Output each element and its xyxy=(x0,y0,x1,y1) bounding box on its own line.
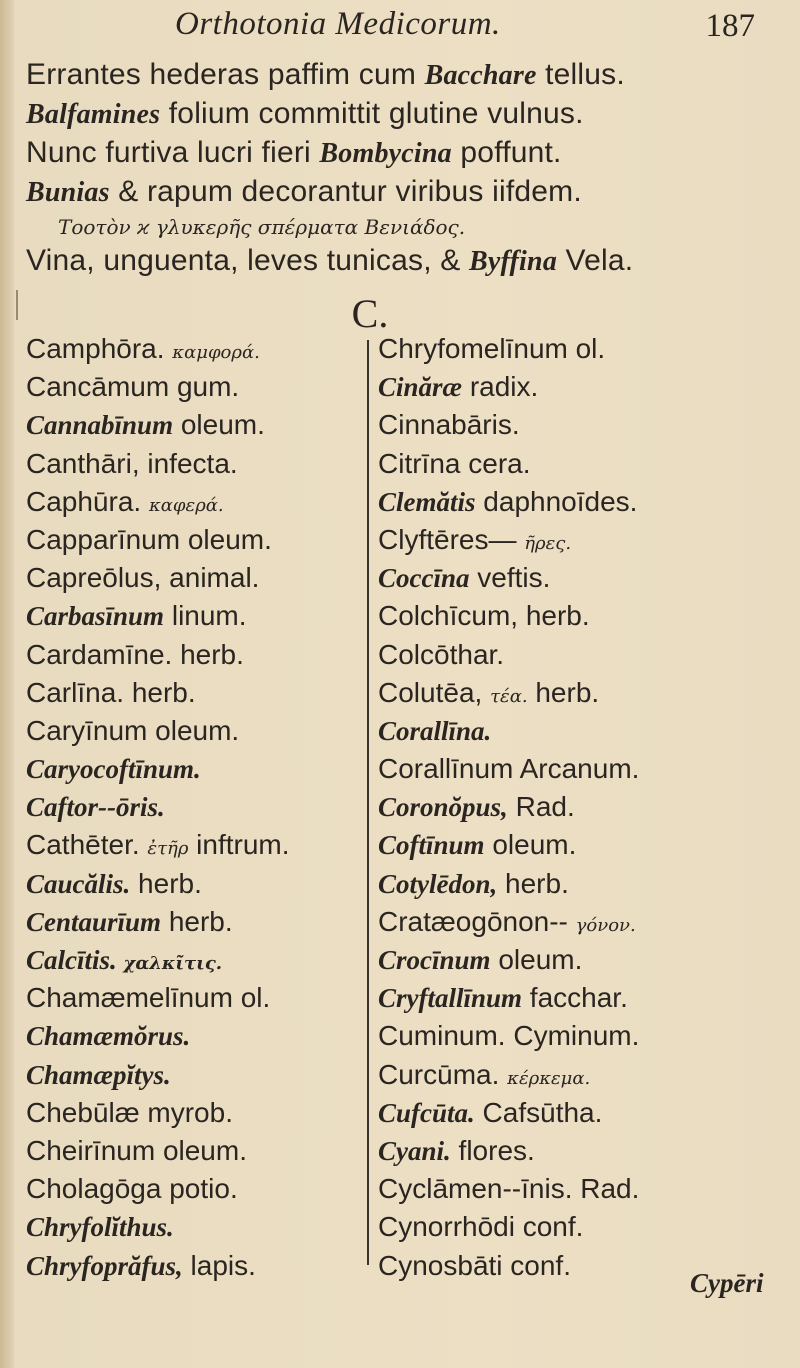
entry-headword: Clyftēres— xyxy=(378,523,517,555)
entry-headword: Citrīna cera. xyxy=(378,447,531,479)
index-entry xyxy=(26,826,356,864)
index-entry xyxy=(26,1094,356,1132)
entry-gloss: Cafsūtha. xyxy=(474,1096,603,1128)
running-title: Orthotonia Medicorum. xyxy=(175,6,501,42)
index-entry xyxy=(26,406,356,444)
entry-gloss: radix. xyxy=(462,371,539,403)
entry-greek: καμφορά. xyxy=(172,342,260,363)
entry-headword: Caftor--ōris. xyxy=(26,792,165,823)
entry-gloss: herb. xyxy=(527,676,600,708)
index-entry xyxy=(378,636,788,674)
index-entry xyxy=(26,445,356,483)
entry-headword: Colutēa, xyxy=(378,676,483,708)
verse-text: Vela. xyxy=(557,244,634,277)
entry-greek: ἐτῆρ xyxy=(147,838,189,860)
index-entry xyxy=(378,979,788,1017)
index-entry xyxy=(26,979,356,1017)
entry-gloss: linum. xyxy=(164,600,247,632)
index-entry xyxy=(378,406,788,444)
index-entry xyxy=(378,1170,788,1208)
entry-headword: Cannabīnum xyxy=(26,410,174,441)
entry-headword: Corallīnum Arcanum. xyxy=(378,753,640,785)
index-entry xyxy=(26,636,356,674)
verse-text: folium committit glutine vulnus. xyxy=(160,97,584,130)
entry-headword: Cryftallīnum xyxy=(378,983,523,1014)
verse-text: Vina, unguenta, leves tunicas, & xyxy=(26,244,470,277)
entry-headword: Corallīna. xyxy=(378,715,492,746)
verse-text: & rapum decorantur viribus iifdem. xyxy=(109,175,582,208)
index-entry xyxy=(378,1094,788,1132)
index-entry xyxy=(378,1017,788,1055)
entry-headword: Curcūma. xyxy=(378,1058,500,1090)
index-entry xyxy=(26,1056,356,1094)
entry-headword: Cotylēdon, xyxy=(378,868,498,899)
margin-mark xyxy=(16,290,18,320)
entry-greek: ῆρες. xyxy=(524,532,572,554)
index-entry xyxy=(26,1170,356,1208)
index-entry xyxy=(378,330,788,368)
index-entry xyxy=(26,597,356,635)
index-entry xyxy=(378,712,788,750)
entry-headword: Coftīnum xyxy=(378,830,485,861)
index-entry xyxy=(26,1132,356,1170)
entry-headword: Camphōra. xyxy=(26,333,165,364)
verse-line xyxy=(26,134,786,173)
entry-gloss: oleum. xyxy=(484,829,577,861)
entry-headword: Crocīnum xyxy=(378,945,491,975)
entry-headword: Colchīcum, herb. xyxy=(378,600,590,632)
entry-headword: Cancāmum gum. xyxy=(26,371,240,403)
running-header xyxy=(175,6,775,52)
entry-greek: χαλκῖτις. xyxy=(123,953,223,974)
catchword: Cypēri xyxy=(690,1268,764,1298)
italic-word: Bunias xyxy=(26,177,110,208)
index-entry xyxy=(26,941,356,979)
entry-gloss: flores. xyxy=(450,1134,535,1166)
right-column xyxy=(378,330,788,1285)
entry-headword: Cardamīne. herb. xyxy=(26,638,244,670)
entry-headword: Chamæpĭtys. xyxy=(26,1059,171,1090)
entry-headword: Cuminum. Cyminum. xyxy=(378,1020,640,1052)
entry-headword: Cynorrhōdi conf. xyxy=(378,1211,584,1243)
entry-gloss: lapis. xyxy=(182,1249,256,1281)
index-entry xyxy=(26,750,356,788)
index-entry xyxy=(378,368,788,406)
entry-gloss: inftrum. xyxy=(188,829,290,861)
entry-headword: Cyani. xyxy=(378,1135,451,1166)
entry-greek: καφερά. xyxy=(148,494,224,516)
index-entry xyxy=(26,559,356,597)
index-entry xyxy=(378,1132,788,1170)
entry-headword: Caucălis. xyxy=(26,868,131,899)
index-entry xyxy=(26,1247,356,1285)
entry-headword: Coronŏpus, xyxy=(378,792,508,823)
entry-headword: Coccīna xyxy=(378,563,470,594)
index-entry xyxy=(378,1056,788,1094)
index-entry xyxy=(378,865,788,903)
entry-gloss: facchar. xyxy=(522,982,628,1014)
entry-gloss: herb. xyxy=(161,905,233,937)
index-entry xyxy=(26,674,356,712)
entry-headword: Cinnabāris. xyxy=(378,409,520,441)
left-column xyxy=(26,330,356,1285)
entry-headword: Cathēter. xyxy=(26,829,140,861)
index-entry xyxy=(378,1208,788,1246)
entry-headword: Cratæogōnon-- xyxy=(378,905,568,937)
entry-headword: Cholagōga potio. xyxy=(26,1173,238,1205)
index-entry xyxy=(378,826,788,864)
index-entry xyxy=(26,1017,356,1055)
section-letter: C. xyxy=(351,291,389,336)
verse-text: poffunt. xyxy=(451,136,562,169)
entry-greek: κέρκεμα. xyxy=(507,1067,591,1089)
index-entry xyxy=(26,483,356,521)
index-entry xyxy=(378,597,788,635)
index-entry xyxy=(26,330,356,368)
entry-headword: Cyclāmen--īnis. Rad. xyxy=(378,1173,640,1205)
entry-headword: Capreōlus, animal. xyxy=(26,562,260,594)
column-divider xyxy=(367,340,369,1265)
entry-headword: Chebūlæ myrob. xyxy=(26,1096,233,1128)
entry-gloss: veftis. xyxy=(469,562,551,594)
italic-word: Byffina xyxy=(469,246,558,277)
verse-text: Nunc furtiva lucri fieri xyxy=(26,136,320,169)
entry-headword: Clemătis xyxy=(378,486,476,517)
index-entry xyxy=(378,674,788,712)
index-entry xyxy=(378,559,788,597)
entry-greek: τέα. xyxy=(490,685,528,707)
entry-headword: Chryfomelīnum ol. xyxy=(378,333,606,364)
entry-gloss: herb. xyxy=(497,867,569,899)
index-entry xyxy=(26,368,356,406)
entry-headword: Centaurīum xyxy=(26,906,162,937)
greek-verse-line: Τοοτὸν ϰ γλυκερῆς σπέρματα Βενιάδος. xyxy=(58,215,466,239)
entry-gloss: oleum. xyxy=(173,409,265,441)
italic-word: Balfamines xyxy=(26,99,161,130)
index-entry xyxy=(378,445,788,483)
entry-greek: γόνον. xyxy=(575,914,636,936)
index-entry xyxy=(378,941,788,979)
entry-headword: Capparīnum oleum. xyxy=(26,523,272,555)
entry-gloss: herb. xyxy=(130,867,202,899)
entry-headword: Cynosbāti conf. xyxy=(378,1249,571,1281)
index-entry xyxy=(378,521,788,559)
verse-text: Errantes hederas paffim cum xyxy=(26,58,425,91)
entry-headword: Carbasīnum xyxy=(26,601,165,632)
index-entry xyxy=(26,788,356,826)
verse-text: tellus. xyxy=(536,58,625,91)
index-entry xyxy=(26,712,356,750)
entry-headword: Caryocoftīnum. xyxy=(26,754,201,785)
entry-headword: Chamæmŏrus. xyxy=(26,1021,191,1052)
page-number: 187 xyxy=(705,8,755,44)
entry-headword: Caryīnum oleum. xyxy=(26,714,240,746)
entry-headword: Cinăræ xyxy=(378,372,463,403)
index-entry xyxy=(26,865,356,903)
index-entry xyxy=(378,903,788,941)
entry-headword: Chryfolĭthus. xyxy=(26,1212,174,1243)
entry-headword: Carlīna. herb. xyxy=(26,676,196,708)
entry-gloss: daphnoīdes. xyxy=(475,485,638,517)
verse-line xyxy=(26,95,786,134)
verse-block xyxy=(26,56,786,281)
entry-headword: Caphūra. xyxy=(26,485,142,517)
italic-word: Bombycina xyxy=(319,138,452,169)
verse-line xyxy=(26,56,786,95)
page-gutter xyxy=(0,0,14,1368)
entry-gloss: oleum. xyxy=(490,944,583,975)
entry-headword: Chryfoprăfus, xyxy=(26,1250,183,1281)
index-entry xyxy=(378,750,788,788)
entry-headword: Cufcūta. xyxy=(378,1097,475,1128)
verse-line xyxy=(26,173,786,212)
entry-gloss: Rad. xyxy=(507,791,575,823)
index-entry xyxy=(378,483,788,521)
entry-headword: Chamæmelīnum ol. xyxy=(26,982,271,1014)
verse-line xyxy=(26,242,786,281)
entry-headword: Cheirīnum oleum. xyxy=(26,1134,247,1166)
index-entry xyxy=(26,903,356,941)
index-entry xyxy=(26,1208,356,1246)
entry-headword: Canthāri, infecta. xyxy=(26,447,238,479)
entry-headword: Calcītis. xyxy=(26,945,117,975)
index-entry xyxy=(26,521,356,559)
index-entry xyxy=(378,788,788,826)
italic-word: Bacchare xyxy=(424,60,537,91)
entry-headword: Colcōthar. xyxy=(378,638,505,670)
